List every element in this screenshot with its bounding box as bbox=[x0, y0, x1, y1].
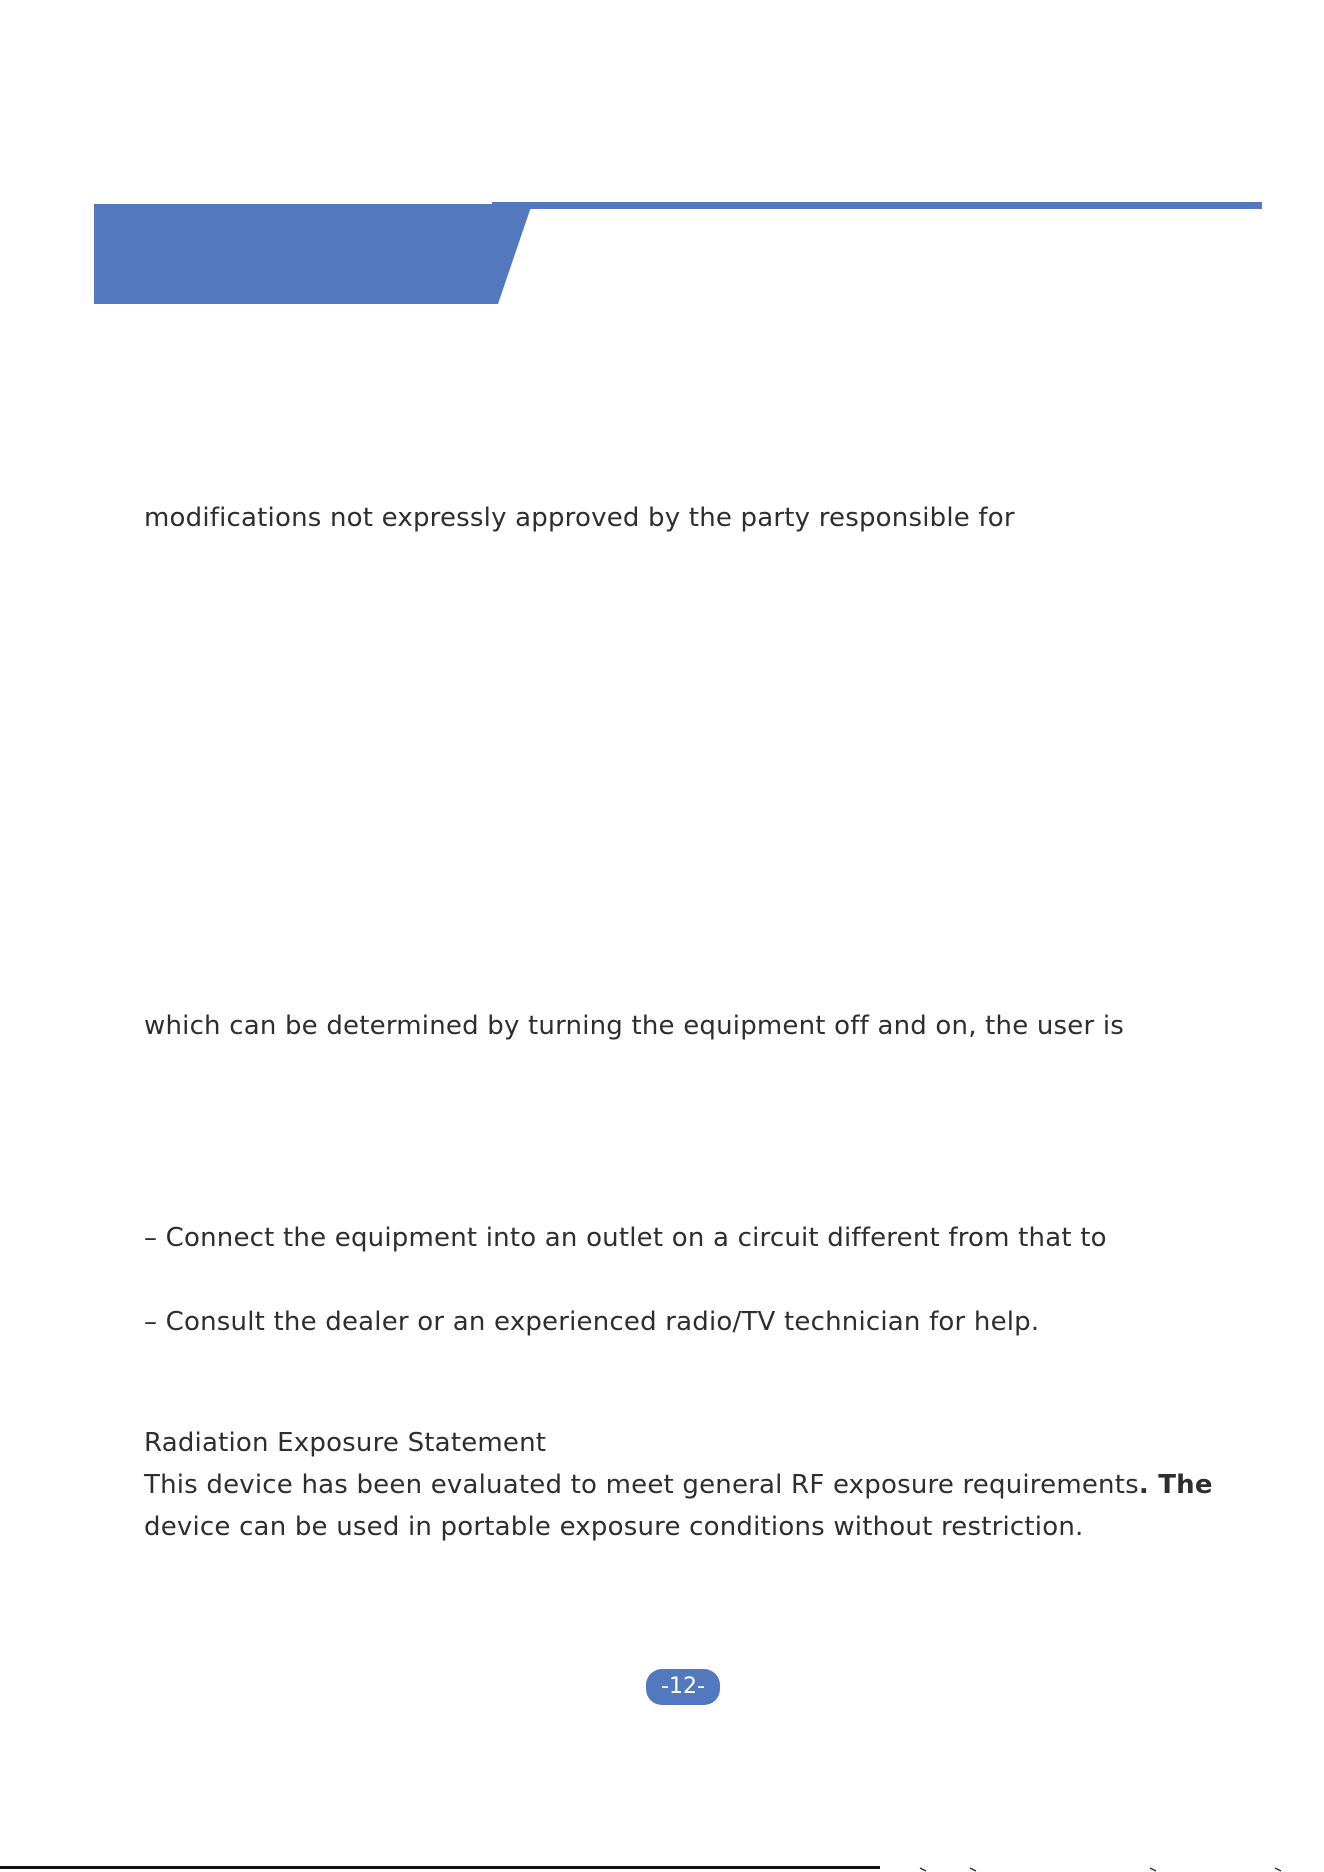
radiation-statement-line-2: device can be used in portable exposure conditions without restriction. bbox=[144, 1512, 1084, 1542]
consult-dealer-line: – Consult the dealer or an experienced radio/TV technician for help. bbox=[144, 1307, 1040, 1337]
radiation-heading: Radiation Exposure Statement bbox=[144, 1428, 547, 1458]
modifications-line: modifications not expressly approved by the party responsible for bbox=[144, 503, 1015, 533]
header-banner bbox=[0, 0, 1324, 320]
connect-outlet-line: – Connect the equipment into an outlet on a circuit different from that to bbox=[144, 1223, 1107, 1253]
radiation-statement-main: This device has been evaluated to meet general RF exposure requirements bbox=[144, 1470, 1139, 1500]
header-top-rule bbox=[492, 202, 1262, 209]
interference-line: which can be determined by turning the equipment off and on, the user is bbox=[144, 1011, 1125, 1041]
radiation-statement-tail: . The bbox=[1138, 1470, 1213, 1500]
header-title-block bbox=[94, 204, 532, 304]
bottom-rule bbox=[0, 1866, 880, 1869]
radiation-statement-line-1 bbox=[144, 1470, 1213, 1500]
bottom-tick-marks bbox=[880, 1862, 1324, 1872]
page-number-badge: -12- bbox=[646, 1669, 720, 1705]
